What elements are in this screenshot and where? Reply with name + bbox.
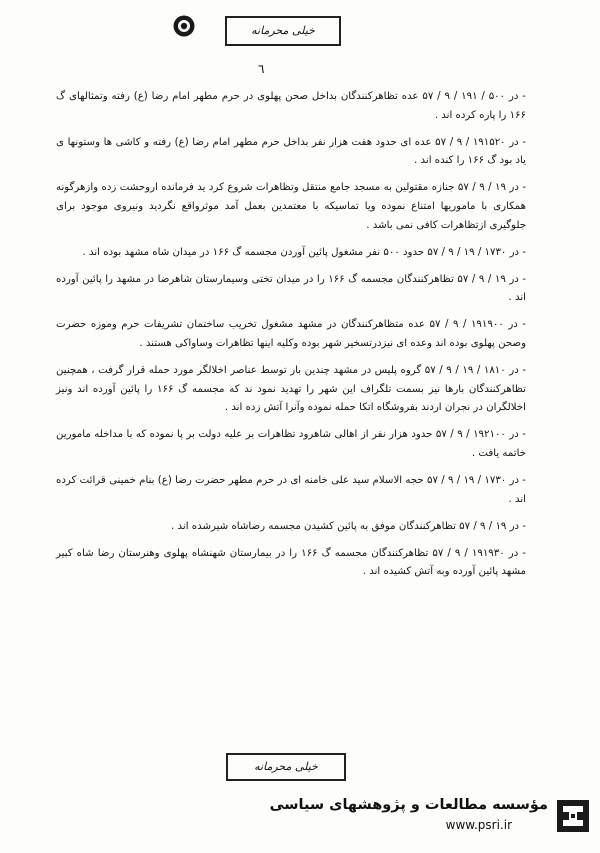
- report-paragraph: - در ۱۹۱۹۳۰ / ۹ / ۵۷ تظاهرکنندگان مجسمه گ ۱۶۶ را در بیمارستان شهنشاه پهلوی وهنرستان رضا شاه کبیر مشهد پائین آورده وبه آتش کشیده اند .: [56, 547, 526, 578]
- confidential-stamp-bottom: خیلی محرمانه: [226, 753, 346, 781]
- report-paragraph: - در ۱۹۱۵۲۰ / ۹ / ۵۷ عده ای حدود هفت هزار نفر بداخل حرم مطهر امام رضا (ع) رفته و کاشی ها وستونها ی یاد بود گ ۱۶۶ را کنده اند .: [56, 136, 526, 167]
- report-paragraph: - در ۱۷۳۰ / ۱۹ / ۹ / ۵۷ حجه الاسلام سید علی خامنه ای در حرم مطهر حضرت رضا (ع) بنام خمینی قرائت کرده اند .: [56, 475, 526, 505]
- report-paragraph: - در ۱۹ / ۹ / ۵۷ جنازه مقتولین به مسجد جامع منتقل وتظاهرات شروع کرد ید فرمانده اروحشت زده وازهرگونه همکاری با ماموریها امتناع نموده ویا تماسیکه با معتمدین بعمل آمد موثرواقع نگردید ونیروی موجود برای جلوگیری ازتظاهرات کافی نمی باشد .: [56, 182, 526, 231]
- report-paragraph: - در ۱۹۱۹۰۰ / ۹ / ۵۷ عده متظاهرکنندگان در مشهد مشغول تخریب ساختمان تشریفات حرم وموزه حضرت وصحن پهلوی بوده اند وعده ای نیزدرتسخیر شهر بوده وکلیه اینها تظاهرات وساواکی هستند .: [56, 319, 526, 350]
- report-paragraph: - در ۱۷۳۰ / ۱۹ / ۹ / ۵۷ حدود ۵۰۰ نفر مشغول پائین آوردن مجسمه گ ۱۶۶ در میدان شاه مشهد بوده اند .: [82, 246, 526, 258]
- institute-url[interactable]: www.psri.ir: [445, 818, 512, 832]
- report-paragraph: - در ۱۹ / ۹ / ۵۷ تظاهرکنندگان مجسمه گ ۱۶۶ را در میدان تختی وسیمارستان شاهرضا در مشهد را پائین آورده اند .: [56, 273, 526, 304]
- report-paragraph: - در ۵۰۰ / ۱۹۱ / ۹ / ۵۷ عده تظاهرکنندگان بداخل صحن پهلوی در حرم مطهر امام رضا (ع) رفته وتمثالهای گ ۱۶۶ را پاره کرده اند .: [56, 91, 526, 121]
- report-paragraph: - در ۱۹ / ۹ / ۵۷ تظاهرکنندگان موفق به پائین کشیدن مجسمه رضاشاه شیرشده اند .: [171, 520, 526, 532]
- institute-name: مؤسسه مطالعات و پژوهشهای سیاسی: [269, 797, 548, 813]
- confidential-stamp-top: خیلی محرمانه: [225, 16, 341, 46]
- page-number: ٦: [258, 62, 265, 76]
- report-paragraph: - در ۱۸۱۰ / ۱۹ / ۹ / ۵۷ گروه پلیس در مشهد چندین بار توسط عناصر اخلالگر مورد حمله قرار گرفت ، همچنین تظاهرکنندگان بارها نیز بسمت تلگراف این شهر را تهدید نمود ند که مجسمه گ ۱۶۶ را پائین آورده اند ونیز اخلالگران در نجران اردند بفروشگاه اتکا حمله نموده وآنرا آتش زده اند .: [56, 365, 526, 414]
- institute-logo-icon: [556, 799, 590, 833]
- report-paragraph: - در ۱۹۲۱۰۰ / ۹ / ۵۷ حدود هزار نفر از اهالی شاهرود تظاهرات بر علیه دولت بر پا نموده که با مداخله مامورین خاتمه یافت .: [56, 429, 526, 459]
- document-body: [56, 88, 526, 591]
- seal-icon: [172, 14, 196, 38]
